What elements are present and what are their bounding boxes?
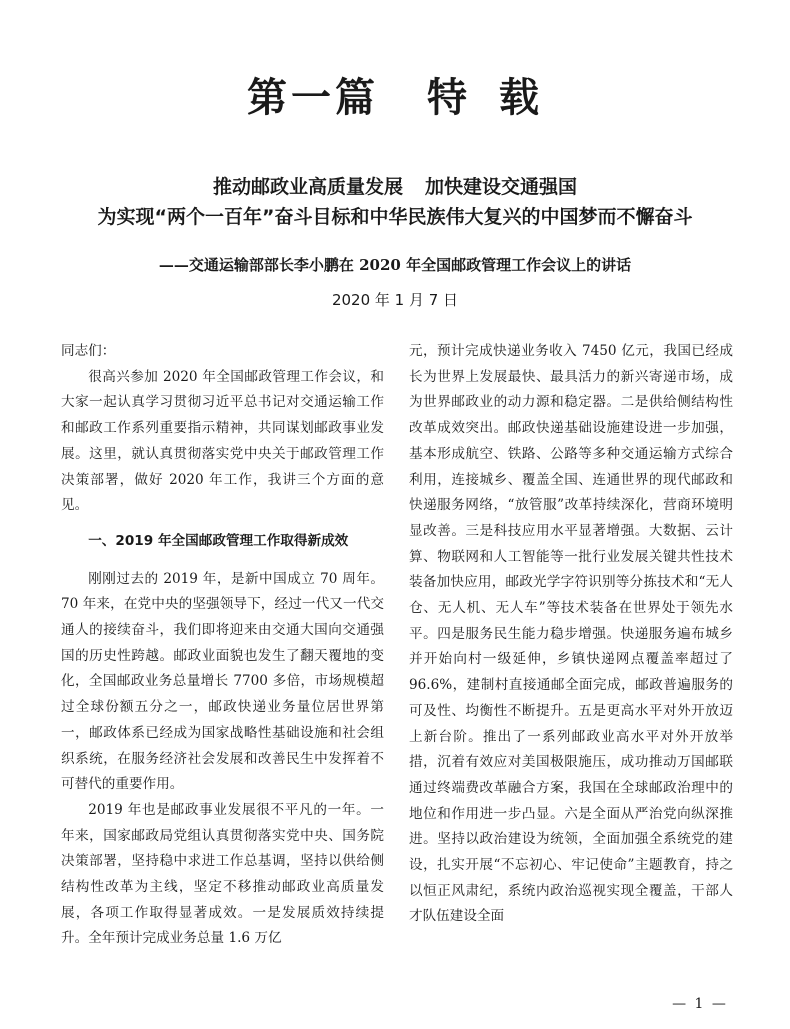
right-column [409,339,733,930]
chapter-title-part2: 特 [427,75,471,121]
body-paragraph-1: 刚刚过去的 2019 年，是新中国成立 70 周年。70 年来，在党中央的坚强领导下，经过一代又一代交通人的接续奋斗，我们即将迎来由交通大国向交通强国的历史性跨越。邮政业面貌也发生了翻天覆地的变化，全国邮政业务总量增长 7700 多倍，市场规模超过全球份额五分之一，邮政快递业务量位居世界第一，邮政体系已经成为国家战略性基础设施和社会组织系统，在服务经济社会发展和改善民生中发挥着不可替代的重要作用。 [61,570,384,793]
headline-line-1a: 推动邮政业高质量发展 [212,176,403,198]
headline-line-1 [0,174,790,200]
speech-subtitle: ——交通运输部部长李小鹏在 2020 年全国邮政管理工作会议上的讲话 [158,256,632,274]
chapter-title-part3: 载 [499,75,543,121]
chapter-title-part1: 第一篇 [247,75,379,121]
body-paragraph-3: 元，预计完成快递业务收入 7450 亿元，我国已经成长为世界上发展最快、最具活力的新兴寄递市场，成为世界邮政业的动力源和稳定器。二是供给侧结构性改革成效突出。邮政快递基础设施建设进一步加强，基本形成航空、铁路、公路等多种交通运输方式综合利用，连接城乡、覆盖全国、连通世界的现代邮政和快递服务网络，“放管服”改革持续深化，营商环境明显改善。三是科技应用水平显著增强。大数据、云计算、物联网和人工智能等一批行业发展关键共性技术装备加快应用，邮政光学字符识别等分拣技术和“无人仓、无人机、无人车”等技术装备在世界处于领先水平。四是服务民生能力稳步增强。快递服务遍布城乡并开始向村一级延伸，乡镇快递网点覆盖率超过了 96.6%，建制村直接通邮全面完成，邮政普遍服务的可及性、均衡性不断提升。五是更高水平对外开放迈上新台阶。推出了一系列邮政业高水平对外开放举措，沉着有效应对美国极限施压，成功推动万国邮联通过终端费改革融合方案，我国在全球邮政治理中的地位和作用进一步凸显。六是全面从严治党向纵深推进。坚持以政治建设为统领，全面加强全系统党的建设，扎实开展“不忘初心、牢记使命”主题教育，持之以恒正风肃纪，系统内政治巡视实现全覆盖，干部人才队伍建设全面 [409,343,733,925]
intro-paragraph: 很高兴参加 2020 年全国邮政管理工作会议，和大家一起认真学习贯彻习近平总书记对交通运输工作和邮政工作系列重要指示精神，共同谋划邮政事业发展。这里，就认真贯彻落实党中央关于邮政管理工作决策部署，做好 2020 年工作，我讲三个方面的意见。 [61,368,384,514]
body-paragraph-2: 2019 年也是邮政事业发展很不平凡的一年。一年来，国家邮政局党组认真贯彻落实党中央、国务院决策部署，坚持稳中求进工作总基调，坚持以供给侧结构性改革为主线，坚定不移推动邮政业高质量发展，各项工作取得显著成效。一是发展质效持续提升。全年预计完成业务总量 1.6 万亿 [61,801,384,947]
salutation: 同志们： [61,343,116,359]
headline-line-1b: 加快建设交通强国 [425,176,578,198]
speech-date: 2020 年 1 月 7 日 [331,291,459,309]
chapter-title [0,72,790,124]
left-column [61,339,384,952]
section-heading: 一、2019 年全国邮政管理工作取得新成效 [88,532,349,549]
page-number: — 1 — [672,996,728,1012]
headline-line-2: 为实现“两个一百年”奋斗目标和中华民族伟大复兴的中国梦而不懈奋斗 [97,206,693,228]
